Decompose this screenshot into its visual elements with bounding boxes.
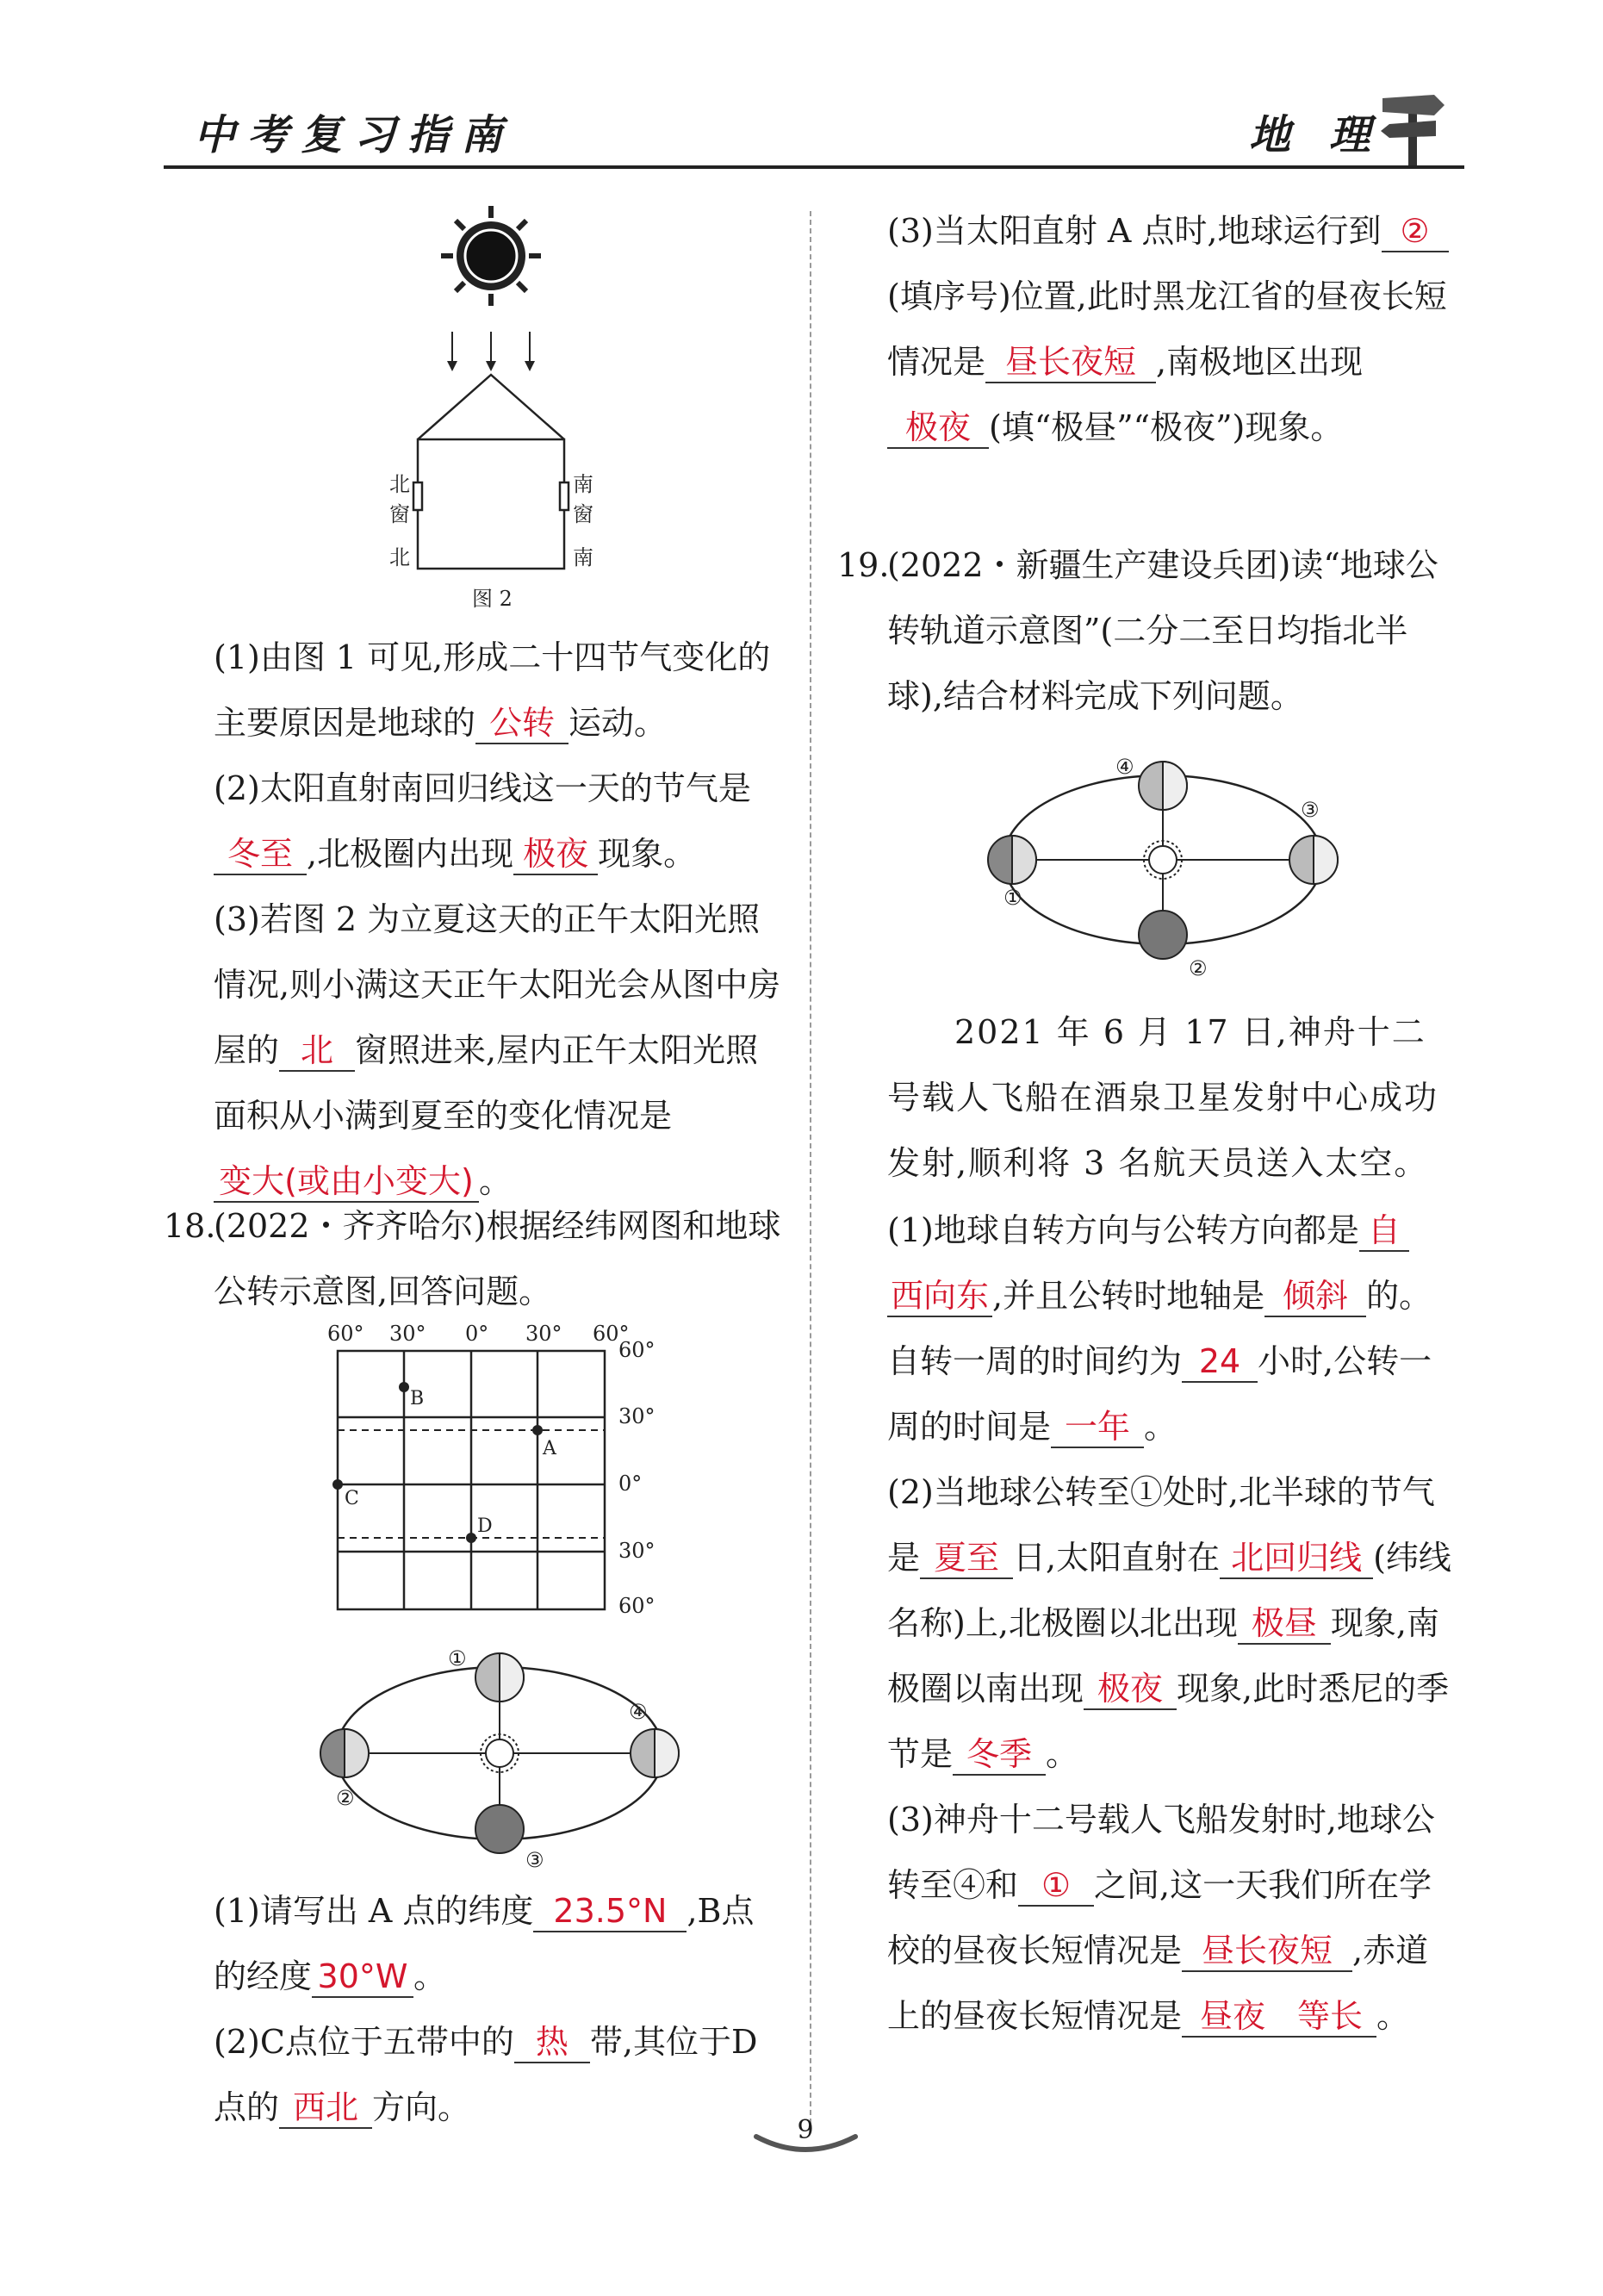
point-label: C (345, 1488, 359, 1509)
answer: 西向东 (887, 1276, 992, 1317)
right-label: 30° (618, 1539, 655, 1563)
sun-icon (441, 206, 541, 306)
answer: 北回归线 (1220, 1538, 1373, 1579)
point-label: B (410, 1388, 425, 1409)
orbit-figure-right (982, 750, 1344, 982)
q19-1: (1)地球自转方向与公转方向都是 自西向东 ,并且公转时地轴是 倾斜 的。自转一周的时间约为 24 小时,公转一周的时间是 一年 。 (887, 1198, 1456, 1459)
left-column-top (214, 625, 782, 1214)
answer: 昼长夜短 (1182, 1931, 1352, 1972)
orbit-marker: ③ (1301, 798, 1320, 822)
graticule-figure (327, 1318, 672, 1628)
answer: 公转 (475, 703, 569, 744)
answer: 等长 (1283, 1996, 1376, 2038)
answer: ② (1382, 211, 1449, 252)
answer: 热 (514, 2022, 590, 2063)
answer: 一年 (1051, 1407, 1144, 1448)
label-window-south: 窗 (573, 502, 593, 526)
top-label: 30° (389, 1322, 426, 1346)
orbit-marker: ① (448, 1646, 467, 1671)
q18-3: (3)当太阳直射 A 点时,地球运行到 ②(填序号)位置,此时黑龙江省的昼夜长短情况是 昼长夜短 ,南极地区出现极夜 (填“极昼”“极夜”)现象。 (887, 198, 1456, 460)
top-label: 30° (525, 1322, 562, 1346)
top-label: 60° (327, 1322, 364, 1346)
right-label: 0° (618, 1472, 643, 1496)
answer: 极昼 (1238, 1603, 1331, 1645)
answer: 倾斜 (1264, 1276, 1366, 1317)
answer: 夏至 (920, 1538, 1013, 1579)
answer: 极夜 (887, 408, 989, 449)
answer: 昼夜 (1182, 1996, 1283, 2038)
answer: 24 (1182, 1341, 1258, 1383)
right-label: 60° (618, 1338, 655, 1362)
q19-answers (887, 1198, 1456, 2049)
right-label: 60° (618, 1594, 655, 1618)
q18-stem: 18.(2022・齐齐哈尔)根据经纬网图和地球公转示意图,回答问题。 (164, 1193, 782, 1324)
answer: 23.5°N (533, 1891, 687, 1932)
q19-stem: 19.(2022・新疆生产建设兵团)读“地球公转轨道示意图”(二分二至日均指北半球),结合材料完成下列问题。 (837, 532, 1456, 729)
answer: 极夜 (513, 834, 598, 875)
top-label: 0° (465, 1322, 489, 1346)
label-north-2: 北 (389, 545, 410, 569)
column-divider (810, 211, 811, 2132)
sun-icon (1144, 841, 1182, 879)
subject-title: 地 理 (1249, 111, 1382, 159)
q17-1: (1)由图 1 可见,形成二十四节气变化的主要原因是地球的 公转 运动。 (214, 625, 782, 756)
top-label: 60° (593, 1322, 630, 1346)
q19-3: (3)神舟十二号载人飞船发射时,地球公转至④和 ① 之间,这一天我们所在学校的昼夜长短情况是 昼长夜短 ,赤道上的昼夜长短情况是 昼夜 等长 。 (887, 1787, 1456, 2049)
signpost-icon (1374, 86, 1451, 168)
answer: 昼长夜短 (985, 342, 1156, 383)
q18-1: (1)请写出 A 点的纬度 23.5°N ,B点的经度 30°W 。 (214, 1878, 782, 2009)
orbit-marker: ② (336, 1786, 355, 1810)
question-number: 18. (164, 1207, 216, 1245)
q18-2: (2)C点位于五带中的 热 带,其位于D点的 西北 方向。 (214, 2009, 782, 2140)
page-number: 9 (797, 2115, 814, 2145)
answer: 30°W (312, 1957, 413, 1998)
orbit-marker: ④ (629, 1700, 648, 1724)
book-title: 中考复习指南 (194, 111, 515, 159)
answer: 西北 (279, 2088, 372, 2129)
house (413, 375, 569, 569)
q17-3: (3)若图 2 为立夏这天的正午太阳光照情况,则小满这天正午太阳光会从图中房屋的 北 窗照进来,屋内正午太阳光照面积从小满到夏至的变化情况是变大(或由小变大) 。 (214, 887, 782, 1214)
q17-2: (2)太阳直射南回归线这一天的节气是冬至 ,北极圈内出现 极夜 现象。 (214, 756, 782, 887)
point-label: D (477, 1515, 493, 1537)
answer: 北 (279, 1030, 355, 1072)
label-south-1: 南 (573, 472, 593, 496)
orbit-figure-left (319, 1641, 680, 1874)
material-paragraph: 2021 年 6 月 17 日,神舟十二号载人飞船在酒泉卫星发射中心成功发射,顺利将 3 名航天员送入太空。 (887, 1013, 1439, 1182)
right-label: 30° (618, 1404, 655, 1428)
figure-caption: 图 2 (472, 587, 513, 611)
answer: 变大(或由小变大) (214, 1161, 479, 1203)
answer: 冬季 (953, 1734, 1046, 1776)
orbit-marker: ② (1189, 956, 1208, 980)
orbit-marker: ③ (525, 1848, 544, 1872)
label-north-1: 北 (389, 472, 410, 496)
label-south-2: 南 (573, 545, 593, 569)
label-window-north: 窗 (389, 502, 410, 526)
answer: ① (1018, 1865, 1094, 1907)
sun-icon (481, 1734, 519, 1772)
q19-2: (2)当地球公转至①处时,北半球的节气是 夏至 日,太阳直射在 北回归线 (纬线名称)上,北极圈以北出现 极昼 现象,南极圈以南出现 极夜 现象,此时悉尼的季节是 冬季 。 (887, 1459, 1456, 1787)
question-number: 19. (837, 546, 890, 584)
answer: 极夜 (1084, 1669, 1177, 1710)
left-column-bottom (214, 1878, 782, 2140)
orbit-marker: ① (1003, 886, 1022, 910)
figure-2 (362, 202, 620, 616)
orbit-marker: ④ (1115, 755, 1134, 779)
header-rule (164, 165, 1464, 169)
answer: 冬至 (214, 834, 307, 875)
point-label: A (543, 1438, 556, 1459)
answer: 自 (1359, 1210, 1409, 1252)
